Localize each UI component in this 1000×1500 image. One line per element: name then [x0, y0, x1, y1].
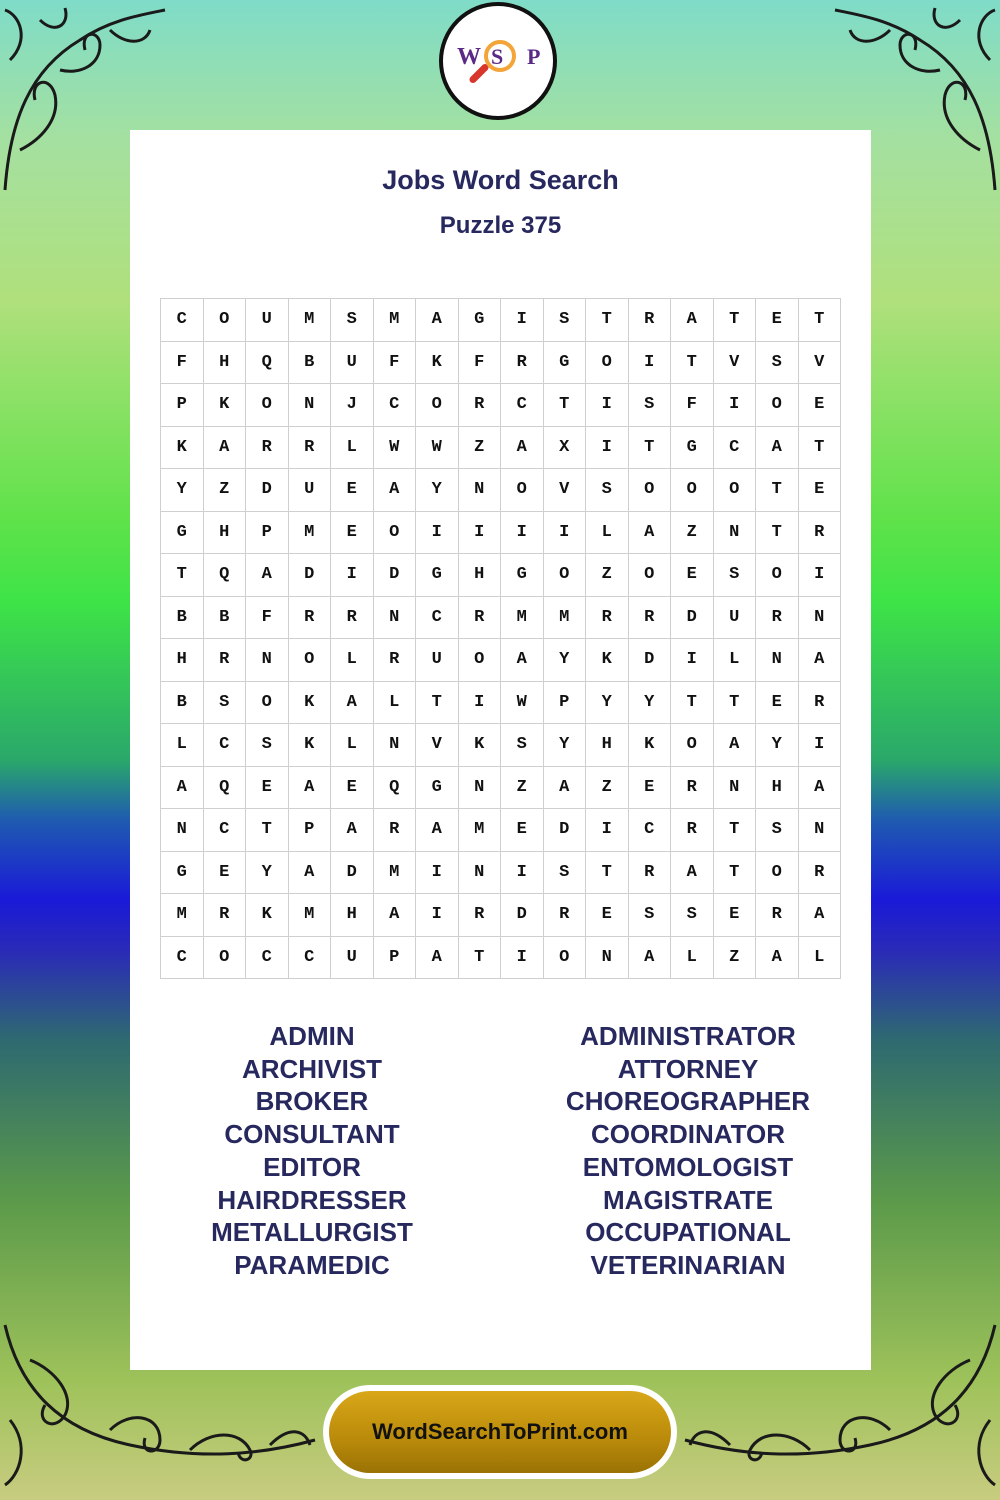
- grid-cell[interactable]: D: [629, 639, 672, 682]
- word-item: HAIRDRESSER: [217, 1184, 407, 1215]
- grid-cell[interactable]: A: [799, 639, 842, 682]
- grid-cell[interactable]: E: [331, 512, 374, 555]
- grid-cell[interactable]: T: [586, 852, 629, 895]
- grid-cell[interactable]: A: [629, 512, 672, 555]
- grid-cell[interactable]: I: [544, 512, 587, 555]
- grid-cell[interactable]: R: [629, 852, 672, 895]
- footer-badge[interactable]: [323, 1385, 677, 1479]
- grid-cell[interactable]: R: [799, 512, 842, 555]
- grid-cell[interactable]: T: [586, 299, 629, 342]
- grid-cell[interactable]: O: [416, 384, 459, 427]
- grid-cell[interactable]: E: [331, 767, 374, 810]
- word-list-left: [142, 1020, 482, 1282]
- grid-cell[interactable]: R: [799, 852, 842, 895]
- grid-cell[interactable]: R: [246, 427, 289, 470]
- grid-cell[interactable]: A: [246, 554, 289, 597]
- grid-cell[interactable]: X: [544, 427, 587, 470]
- grid-cell[interactable]: G: [161, 852, 204, 895]
- grid-cell[interactable]: E: [501, 809, 544, 852]
- grid-cell[interactable]: H: [459, 554, 502, 597]
- grid-cell[interactable]: M: [374, 299, 417, 342]
- grid-cell[interactable]: P: [289, 809, 332, 852]
- grid-cell[interactable]: R: [204, 639, 247, 682]
- grid-cell[interactable]: M: [289, 512, 332, 555]
- grid-cell[interactable]: H: [586, 724, 629, 767]
- grid-cell[interactable]: A: [374, 469, 417, 512]
- grid-cell[interactable]: G: [416, 767, 459, 810]
- grid-cell[interactable]: M: [161, 894, 204, 937]
- grid-cell[interactable]: I: [586, 427, 629, 470]
- grid-cell[interactable]: O: [629, 554, 672, 597]
- grid-cell[interactable]: K: [246, 894, 289, 937]
- grid-cell[interactable]: I: [416, 894, 459, 937]
- grid-cell[interactable]: L: [374, 682, 417, 725]
- page-title: Jobs Word Search: [382, 165, 619, 195]
- grid-cell[interactable]: R: [289, 597, 332, 640]
- grid-cell[interactable]: I: [501, 852, 544, 895]
- grid-cell[interactable]: O: [204, 299, 247, 342]
- grid-cell[interactable]: T: [246, 809, 289, 852]
- grid-cell[interactable]: S: [756, 342, 799, 385]
- grid-cell[interactable]: R: [374, 809, 417, 852]
- grid-cell[interactable]: F: [246, 597, 289, 640]
- grid-cell[interactable]: B: [289, 342, 332, 385]
- grid-cell[interactable]: Q: [246, 342, 289, 385]
- grid-cell[interactable]: Z: [459, 427, 502, 470]
- grid-cell[interactable]: O: [629, 469, 672, 512]
- grid-cell[interactable]: E: [331, 469, 374, 512]
- grid-cell[interactable]: O: [756, 554, 799, 597]
- grid-cell[interactable]: T: [756, 512, 799, 555]
- grid-cell[interactable]: Q: [374, 767, 417, 810]
- grid-cell[interactable]: R: [629, 299, 672, 342]
- grid-cell[interactable]: N: [374, 597, 417, 640]
- grid-cell[interactable]: E: [799, 469, 842, 512]
- grid-cell[interactable]: O: [374, 512, 417, 555]
- grid-cell[interactable]: U: [714, 597, 757, 640]
- puzzle-number: Puzzle 375: [439, 212, 562, 239]
- grid-cell[interactable]: O: [501, 469, 544, 512]
- grid-cell[interactable]: D: [289, 554, 332, 597]
- grid-cell[interactable]: U: [246, 299, 289, 342]
- grid-cell[interactable]: Z: [714, 937, 757, 980]
- word-item: COORDINATOR: [590, 1119, 786, 1150]
- grid-cell[interactable]: R: [289, 427, 332, 470]
- grid-cell[interactable]: A: [671, 852, 714, 895]
- grid-cell[interactable]: L: [671, 937, 714, 980]
- grid-cell[interactable]: C: [161, 299, 204, 342]
- grid-cell[interactable]: I: [671, 639, 714, 682]
- grid-cell[interactable]: D: [671, 597, 714, 640]
- grid-cell[interactable]: Q: [204, 767, 247, 810]
- grid-cell[interactable]: B: [204, 597, 247, 640]
- grid-cell[interactable]: N: [714, 767, 757, 810]
- grid-cell[interactable]: I: [586, 809, 629, 852]
- grid-cell[interactable]: C: [374, 384, 417, 427]
- grid-cell[interactable]: U: [416, 639, 459, 682]
- grid-cell[interactable]: O: [671, 724, 714, 767]
- grid-cell[interactable]: A: [416, 299, 459, 342]
- grid-cell[interactable]: L: [714, 639, 757, 682]
- grid-cell[interactable]: C: [416, 597, 459, 640]
- grid-cell[interactable]: E: [756, 682, 799, 725]
- grid-cell[interactable]: H: [756, 767, 799, 810]
- grid-cell[interactable]: H: [204, 512, 247, 555]
- grid-cell[interactable]: C: [289, 937, 332, 980]
- grid-cell[interactable]: S: [331, 299, 374, 342]
- grid-cell[interactable]: A: [416, 809, 459, 852]
- word-item: CONSULTANT: [224, 1119, 400, 1150]
- grid-cell[interactable]: T: [799, 299, 842, 342]
- grid-cell[interactable]: P: [161, 384, 204, 427]
- grid-cell[interactable]: F: [374, 342, 417, 385]
- word-item: ENTOMOLOGIST: [582, 1151, 794, 1182]
- grid-cell[interactable]: L: [331, 427, 374, 470]
- grid-cell[interactable]: K: [629, 724, 672, 767]
- grid-cell[interactable]: A: [289, 852, 332, 895]
- grid-cell[interactable]: T: [671, 342, 714, 385]
- grid-cell[interactable]: H: [331, 894, 374, 937]
- grid-cell[interactable]: T: [459, 937, 502, 980]
- grid-cell[interactable]: A: [756, 427, 799, 470]
- grid-cell[interactable]: A: [204, 427, 247, 470]
- grid-cell[interactable]: F: [161, 342, 204, 385]
- grid-cell[interactable]: O: [756, 852, 799, 895]
- grid-cell[interactable]: I: [501, 937, 544, 980]
- grid-cell[interactable]: K: [204, 384, 247, 427]
- puzzle-sheet: [130, 130, 871, 1370]
- grid-cell[interactable]: G: [459, 299, 502, 342]
- grid-cell[interactable]: O: [714, 469, 757, 512]
- grid-cell[interactable]: A: [629, 937, 672, 980]
- grid-cell[interactable]: S: [544, 852, 587, 895]
- grid-cell[interactable]: E: [671, 554, 714, 597]
- grid-cell[interactable]: R: [459, 384, 502, 427]
- grid-cell[interactable]: N: [459, 469, 502, 512]
- grid-cell[interactable]: S: [204, 682, 247, 725]
- word-item: OCCUPATIONAL: [585, 1217, 791, 1248]
- grid-cell[interactable]: A: [544, 767, 587, 810]
- grid-cell[interactable]: R: [501, 342, 544, 385]
- grid-cell[interactable]: N: [799, 809, 842, 852]
- grid-cell[interactable]: A: [331, 682, 374, 725]
- grid-cell[interactable]: K: [289, 682, 332, 725]
- grid-cell[interactable]: A: [289, 767, 332, 810]
- grid-cell[interactable]: W: [416, 427, 459, 470]
- grid-cell[interactable]: N: [289, 384, 332, 427]
- grid-cell[interactable]: O: [671, 469, 714, 512]
- grid-cell[interactable]: O: [204, 937, 247, 980]
- word-item: ADMIN: [269, 1021, 355, 1051]
- grid-cell[interactable]: I: [331, 554, 374, 597]
- grid-cell[interactable]: S: [756, 809, 799, 852]
- grid-cell[interactable]: U: [289, 469, 332, 512]
- grid-cell[interactable]: O: [586, 342, 629, 385]
- grid-cell[interactable]: S: [586, 469, 629, 512]
- grid-cell[interactable]: O: [289, 639, 332, 682]
- word-item: MAGISTRATE: [603, 1184, 773, 1215]
- grid-cell[interactable]: H: [204, 342, 247, 385]
- grid-cell[interactable]: T: [671, 682, 714, 725]
- grid-cell[interactable]: U: [331, 937, 374, 980]
- grid-cell[interactable]: C: [204, 809, 247, 852]
- grid-cell[interactable]: Y: [161, 469, 204, 512]
- grid-cell[interactable]: K: [459, 724, 502, 767]
- grid-cell[interactable]: Z: [671, 512, 714, 555]
- word-item: VETERINARIAN: [590, 1249, 786, 1280]
- word-item: CHOREOGRAPHER: [565, 1086, 811, 1117]
- grid-cell[interactable]: I: [799, 554, 842, 597]
- grid-cell[interactable]: S: [544, 299, 587, 342]
- grid-cell[interactable]: P: [374, 937, 417, 980]
- grid-cell[interactable]: E: [799, 384, 842, 427]
- grid-cell[interactable]: G: [544, 342, 587, 385]
- grid-cell[interactable]: R: [204, 894, 247, 937]
- grid-cell[interactable]: J: [331, 384, 374, 427]
- grid-cell[interactable]: O: [544, 554, 587, 597]
- grid-cell[interactable]: Y: [756, 724, 799, 767]
- grid-cell[interactable]: S: [671, 894, 714, 937]
- grid-cell[interactable]: R: [799, 682, 842, 725]
- grid-cell[interactable]: R: [374, 639, 417, 682]
- grid-cell[interactable]: L: [799, 937, 842, 980]
- grid-cell[interactable]: N: [586, 937, 629, 980]
- word-list-right: [518, 1020, 858, 1282]
- grid-cell[interactable]: M: [459, 809, 502, 852]
- grid-cell[interactable]: U: [331, 342, 374, 385]
- grid-cell[interactable]: D: [374, 554, 417, 597]
- grid-cell[interactable]: S: [714, 554, 757, 597]
- grid-cell[interactable]: Y: [544, 639, 587, 682]
- grid-cell[interactable]: E: [246, 767, 289, 810]
- grid-cell[interactable]: H: [161, 639, 204, 682]
- grid-cell[interactable]: C: [204, 724, 247, 767]
- word-item: ADMINISTRATOR: [580, 1021, 796, 1051]
- grid-cell[interactable]: R: [544, 894, 587, 937]
- word-item: EDITOR: [263, 1151, 361, 1182]
- grid-cell[interactable]: Z: [204, 469, 247, 512]
- grid-cell[interactable]: Z: [501, 767, 544, 810]
- grid-cell[interactable]: A: [501, 639, 544, 682]
- grid-cell[interactable]: C: [629, 809, 672, 852]
- grid-cell[interactable]: S: [246, 724, 289, 767]
- grid-cell[interactable]: A: [799, 767, 842, 810]
- grid-cell[interactable]: A: [501, 427, 544, 470]
- grid-cell[interactable]: M: [501, 597, 544, 640]
- grid-cell[interactable]: O: [246, 384, 289, 427]
- grid-cell[interactable]: L: [331, 724, 374, 767]
- grid-cell[interactable]: T: [161, 554, 204, 597]
- word-item: ATTORNEY: [617, 1053, 759, 1084]
- grid-cell[interactable]: I: [799, 724, 842, 767]
- site-link[interactable]: WordSearchToPrint.com: [372, 1419, 628, 1444]
- grid-cell[interactable]: Y: [544, 724, 587, 767]
- site-link-pill[interactable]: [329, 1391, 671, 1473]
- grid-cell[interactable]: Z: [586, 554, 629, 597]
- grid-cell[interactable]: R: [756, 597, 799, 640]
- letter-grid: [160, 298, 841, 979]
- grid-cell[interactable]: Q: [204, 554, 247, 597]
- grid-cell[interactable]: M: [289, 299, 332, 342]
- grid-cell[interactable]: I: [714, 384, 757, 427]
- wsp-logo[interactable]: [439, 2, 557, 120]
- grid-cell[interactable]: A: [671, 299, 714, 342]
- grid-cell[interactable]: Y: [629, 682, 672, 725]
- grid-cell[interactable]: Y: [416, 469, 459, 512]
- grid-cell[interactable]: E: [714, 894, 757, 937]
- grid-cell[interactable]: V: [714, 342, 757, 385]
- logo-letter-p: P: [527, 44, 541, 69]
- grid-cell[interactable]: T: [714, 852, 757, 895]
- grid-cell[interactable]: I: [459, 512, 502, 555]
- grid-cell[interactable]: K: [586, 639, 629, 682]
- grid-cell[interactable]: D: [544, 809, 587, 852]
- grid-cell[interactable]: M: [289, 894, 332, 937]
- logo-letter-w: W: [457, 44, 481, 70]
- grid-cell[interactable]: N: [459, 767, 502, 810]
- grid-cell[interactable]: D: [331, 852, 374, 895]
- grid-cell[interactable]: O: [246, 682, 289, 725]
- grid-cell[interactable]: M: [544, 597, 587, 640]
- grid-cell[interactable]: N: [246, 639, 289, 682]
- grid-cell[interactable]: V: [544, 469, 587, 512]
- grid-cell[interactable]: I: [501, 512, 544, 555]
- grid-cell[interactable]: E: [586, 894, 629, 937]
- grid-cell[interactable]: S: [629, 384, 672, 427]
- grid-cell[interactable]: O: [459, 639, 502, 682]
- grid-cell[interactable]: N: [374, 724, 417, 767]
- grid-cell[interactable]: N: [799, 597, 842, 640]
- grid-cell[interactable]: O: [756, 384, 799, 427]
- grid-cell[interactable]: Y: [586, 682, 629, 725]
- grid-cell[interactable]: T: [544, 384, 587, 427]
- grid-cell[interactable]: R: [459, 597, 502, 640]
- grid-cell[interactable]: T: [629, 427, 672, 470]
- grid-cell[interactable]: G: [671, 427, 714, 470]
- grid-cell[interactable]: D: [246, 469, 289, 512]
- grid-cell[interactable]: R: [331, 597, 374, 640]
- grid-cell[interactable]: Z: [586, 767, 629, 810]
- grid-cell[interactable]: D: [501, 894, 544, 937]
- grid-cell[interactable]: I: [629, 342, 672, 385]
- grid-cell[interactable]: Y: [246, 852, 289, 895]
- grid-cell[interactable]: S: [629, 894, 672, 937]
- grid-cell[interactable]: A: [416, 937, 459, 980]
- grid-cell[interactable]: V: [416, 724, 459, 767]
- grid-cell[interactable]: A: [161, 767, 204, 810]
- grid-cell[interactable]: B: [161, 597, 204, 640]
- grid-cell[interactable]: T: [714, 809, 757, 852]
- grid-cell[interactable]: I: [416, 852, 459, 895]
- grid-cell[interactable]: F: [671, 384, 714, 427]
- grid-cell[interactable]: F: [459, 342, 502, 385]
- logo-letter-s: S: [491, 44, 504, 69]
- grid-cell[interactable]: T: [714, 682, 757, 725]
- grid-cell[interactable]: R: [586, 597, 629, 640]
- grid-cell[interactable]: S: [501, 724, 544, 767]
- grid-cell[interactable]: P: [544, 682, 587, 725]
- grid-cell[interactable]: A: [374, 894, 417, 937]
- grid-cell[interactable]: W: [374, 427, 417, 470]
- grid-cell[interactable]: P: [246, 512, 289, 555]
- grid-cell[interactable]: N: [756, 639, 799, 682]
- grid-cell[interactable]: E: [629, 767, 672, 810]
- grid-cell[interactable]: E: [756, 299, 799, 342]
- grid-cell[interactable]: T: [416, 682, 459, 725]
- grid-cell[interactable]: T: [799, 427, 842, 470]
- grid-cell[interactable]: A: [799, 894, 842, 937]
- grid-cell[interactable]: R: [459, 894, 502, 937]
- grid-cell[interactable]: C: [714, 427, 757, 470]
- grid-cell[interactable]: A: [756, 937, 799, 980]
- grid-cell[interactable]: T: [756, 469, 799, 512]
- grid-cell[interactable]: L: [331, 639, 374, 682]
- word-item: BROKER: [255, 1086, 369, 1117]
- grid-cell[interactable]: L: [161, 724, 204, 767]
- grid-cell[interactable]: K: [161, 427, 204, 470]
- grid-cell[interactable]: N: [459, 852, 502, 895]
- grid-cell[interactable]: M: [374, 852, 417, 895]
- grid-cell[interactable]: K: [416, 342, 459, 385]
- grid-cell[interactable]: R: [629, 597, 672, 640]
- grid-cell[interactable]: L: [586, 512, 629, 555]
- grid-cell[interactable]: I: [416, 512, 459, 555]
- grid-cell[interactable]: C: [246, 937, 289, 980]
- grid-cell[interactable]: T: [714, 299, 757, 342]
- grid-cell[interactable]: V: [799, 342, 842, 385]
- grid-cell[interactable]: G: [416, 554, 459, 597]
- grid-cell[interactable]: R: [671, 809, 714, 852]
- grid-cell[interactable]: A: [714, 724, 757, 767]
- grid-cell[interactable]: W: [501, 682, 544, 725]
- grid-cell[interactable]: G: [501, 554, 544, 597]
- grid-cell[interactable]: O: [544, 937, 587, 980]
- grid-cell[interactable]: B: [161, 682, 204, 725]
- grid-cell[interactable]: K: [289, 724, 332, 767]
- grid-cell[interactable]: I: [501, 299, 544, 342]
- grid-cell[interactable]: I: [586, 384, 629, 427]
- grid-cell[interactable]: I: [459, 682, 502, 725]
- grid-cell[interactable]: R: [756, 894, 799, 937]
- grid-cell[interactable]: N: [714, 512, 757, 555]
- word-item: METALLURGIST: [211, 1217, 413, 1248]
- grid-cell[interactable]: C: [501, 384, 544, 427]
- grid-cell[interactable]: N: [161, 809, 204, 852]
- grid-cell[interactable]: R: [671, 767, 714, 810]
- grid-cell[interactable]: E: [204, 852, 247, 895]
- grid-cell[interactable]: A: [331, 809, 374, 852]
- grid-cell[interactable]: G: [161, 512, 204, 555]
- grid-cell[interactable]: C: [161, 937, 204, 980]
- word-item: ARCHIVIST: [241, 1053, 383, 1084]
- word-item: PARAMEDIC: [234, 1249, 390, 1280]
